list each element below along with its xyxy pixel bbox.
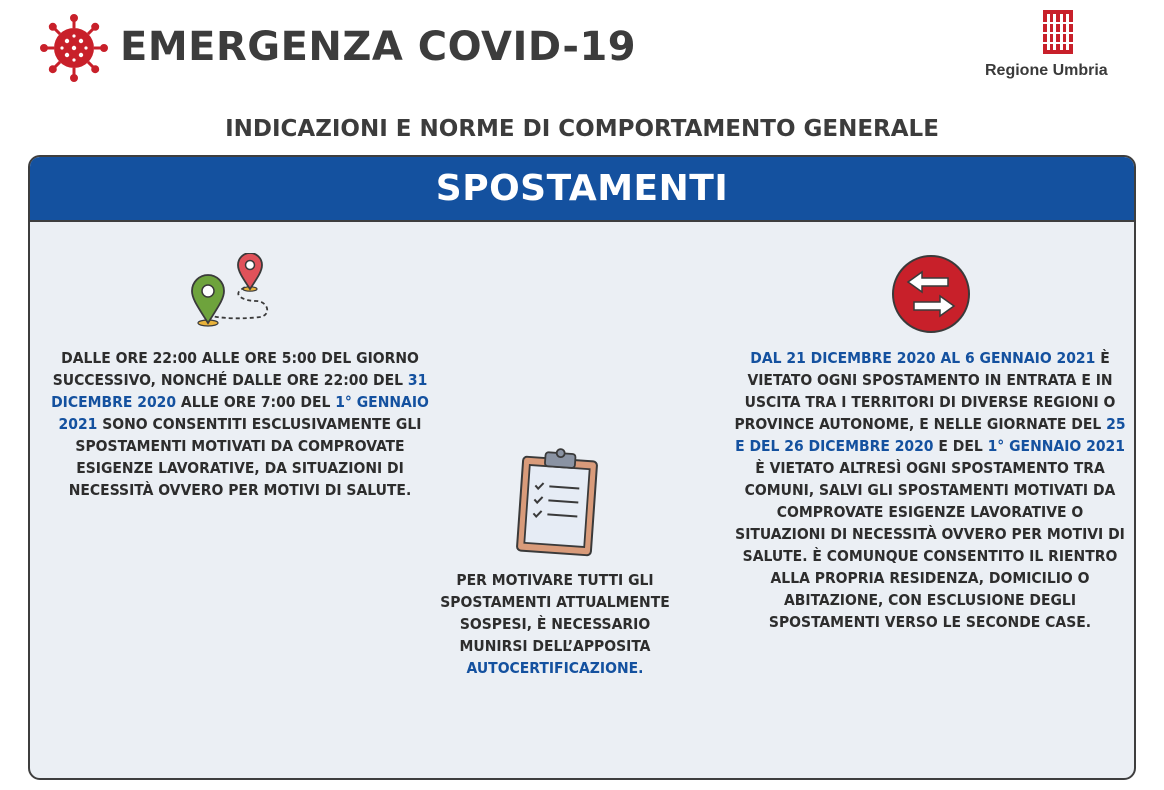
page-subtitle: INDICAZIONI E NORME DI COMPORTAMENTO GENERALE bbox=[225, 116, 939, 142]
middle-text bbox=[430, 569, 680, 679]
app-title: EMERGENZA COVID-19 bbox=[120, 24, 637, 70]
right-highlight-dates: 25 E DEL 26 DICEMBRE 2020 bbox=[735, 415, 1126, 455]
right-highlight-date: 1° GENNAIO 2021 bbox=[987, 437, 1125, 455]
header bbox=[0, 0, 1164, 110]
left-highlight-date-1: 31 DICEMBRE 2020 bbox=[51, 371, 428, 411]
left-text bbox=[50, 347, 430, 501]
left-text-part: DALLE ORE 22:00 ALLE ORE 5:00 DEL GIORNO SUCCESSIVO, NONCHÉ DALLE ORE 22:00 DEL bbox=[52, 349, 419, 389]
right-text-part: E DEL bbox=[933, 437, 988, 455]
left-text-part: ALLE ORE 7:00 DEL bbox=[176, 393, 336, 411]
autocertificazione-highlight: AUTOCERTIFICAZIONE. bbox=[466, 659, 644, 677]
regione-umbria-logo-icon bbox=[1043, 10, 1073, 54]
left-text-part: SONO CONSENTITI ESCLUSIVAMENTE GLI SPOSTAMENTI MOTIVATI DA COMPROVATE ESIGENZE LAVORATIVE, DA SITUAZIONI DI NECESSITÀ OVVERO PER MOTIVI DI SALUTE. bbox=[68, 415, 422, 499]
section-title: SPOSTAMENTI bbox=[435, 168, 729, 209]
right-text-part: È VIETATO OGNI SPOSTAMENTO IN ENTRATA E IN USCITA TRA I TERRITORI DI DIVERSE REGIONI O PROVINCE AUTONOME, E NELLE GIORNATE DEL bbox=[734, 349, 1116, 433]
left-highlight-date-2: 1° GENNAIO 2021 bbox=[58, 393, 429, 433]
right-text bbox=[730, 347, 1130, 633]
no-crossing-arrows-icon bbox=[890, 253, 972, 335]
section-banner bbox=[30, 157, 1134, 222]
clipboard-checklist-icon bbox=[510, 447, 602, 557]
region-name: Regione Umbria bbox=[985, 62, 1108, 79]
right-text-part: È VIETATO ALTRESÌ OGNI SPOSTAMENTO TRA COMUNI, SALVI GLI SPOSTAMENTI MOTIVATI DA COMPROVATE ESIGENZE LAVORATIVE O SITUAZIONI DI NECESSITÀ OVVERO PER MOTIVI DI SALUTE. È COMUNQUE CONSENTITO IL RIENTRO ALLA PROPRIA RESIDENZA, DOMICILIO O ABITAZIONE, CON ESCLUSIONE DEGLI SPOSTAMENTI VERSO LE SECONDE CASE. bbox=[735, 459, 1125, 631]
right-highlight-period: DAL 21 DICEMBRE 2020 AL 6 GENNAIO 2021 bbox=[750, 349, 1096, 367]
map-route-pins-icon bbox=[190, 253, 274, 333]
content-panel bbox=[28, 155, 1136, 780]
middle-text-part: PER MOTIVARE TUTTI GLI SPOSTAMENTI ATTUALMENTE SOSPESI, È NECESSARIO MUNIRSI DELL’APPOSITA bbox=[440, 571, 670, 655]
virus-icon bbox=[40, 14, 108, 82]
